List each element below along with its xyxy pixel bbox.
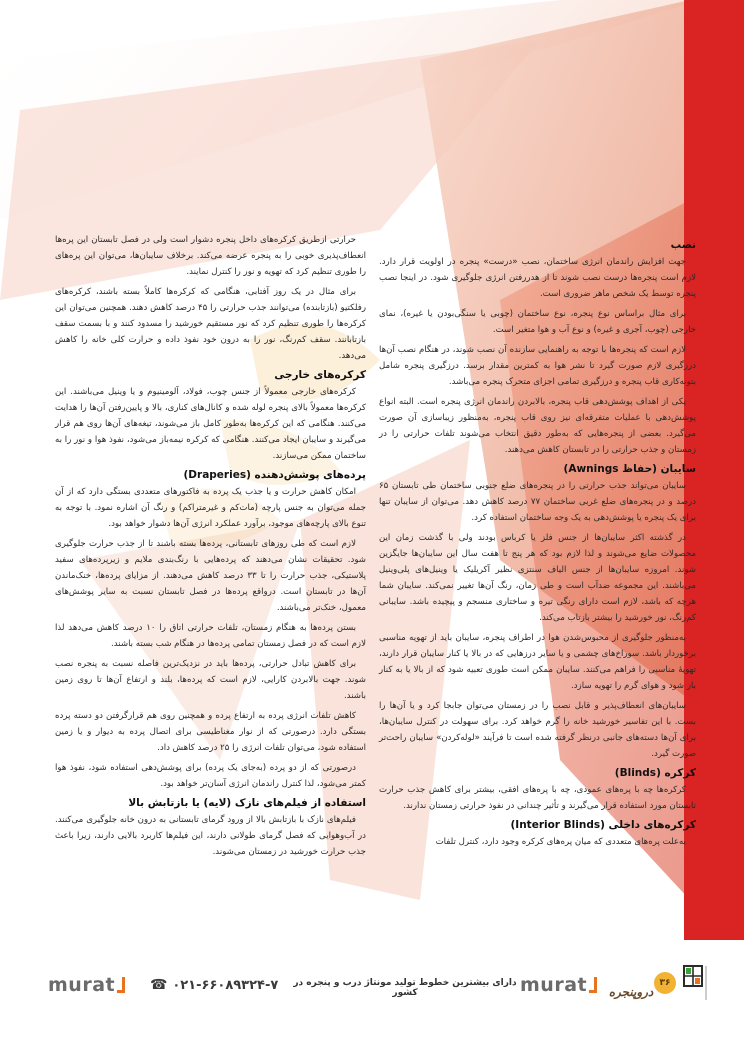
body-paragraph: درصورتی که از دو پرده (به‌جای یک پرده) برای پوشش‌دهی استفاده شود، نفوذ هوا کمتر می‌شود، لذا کنترل راندمان انرژی آسان‌تر خواهد بود. — [55, 763, 366, 789]
body-paragraph: یکی از اهداف پوشش‌دهی قاب پنجره، بالابردن راندمان انرژی پنجره است. البته انواع پوشش‌دهی با عملیات متفرقه‌ای نیز روی قاب پنجره، به‌منظور زیباسازی آن صورت می‌گیرد. بعضی از پنجره‌هایی که به‌طور دقیق انتخاب می‌شوند تلفات حرارتی را در زمستان و جذب حرارتی را در تابستان کاهش می‌دهند. — [379, 397, 696, 455]
section-heading: استفاده از فیلم‌های نازک (لایه) یا بازتابش بالا — [128, 797, 366, 809]
section-heading: کرکره‌های داخلی (Interior Blinds) — [510, 819, 696, 831]
section-heading: کرکره (Blinds) — [614, 767, 696, 779]
section-heading: پرده‌های پوشش‌دهنده (Draperies) — [183, 469, 366, 481]
body-paragraph: برای مثال براساس نوع پنجره، نوع ساختمان (چوبی یا سنگی‌بودن یا غیره)، نمای خارجی (چوب، آجری و غیره) و نوع آب و هوا متغیر است. — [379, 309, 696, 335]
section-heading: نصب — [670, 239, 696, 251]
body-paragraph: سایبان‌های انعطاف‌پذیر و قابل نصب را در زمستان می‌توان جابجا کرد و یا آن‌ها را بست. با این تفاسیر خورشید خانه را گرم خواهد کرد. برای سهولت در کنترل سایبان‌ها، برای آن‌ها دسته‌های جانبی درنظر گرفته شده است تا فرآیند «لوله‌کردن» سایبان راحت‌تر صورت گیرد. — [379, 701, 696, 759]
section-heading: سایبان (حفاظ Awnings) — [563, 463, 696, 475]
phone-icon: ☎ — [150, 977, 173, 993]
magazine-name: دروپنجره — [608, 985, 654, 999]
body-paragraph: فیلم‌های نازک با بازتابش بالا از ورود گرمای تابستانی به درون خانه جلوگیری می‌کنند. در آب‌وهوایی که فصل گرمای طولانی دارند، این فیلم‌ها کاربرد بالایی دارند، زیرا باعث جذب حرارت خورشید در زمستان می‌شوند. — [55, 815, 366, 857]
murat-logo-right: murat — [520, 974, 597, 996]
body-paragraph: برای کاهش تبادل حرارتی، پرده‌ها باید در نزدیک‌ترین فاصله نسبت به پنجره نصب شوند. جهت بالابردن کارایی، لازم است که پرده‌ها، بلند و ارتفاع آن‌ها تا روی زمین باشند. — [55, 659, 366, 701]
body-paragraph: به‌علت پره‌های متعددی که میان پره‌های کرکره وجود دارد، کنترل تلفات — [435, 837, 686, 847]
left-text-column — [55, 232, 366, 864]
logo-accent-icon — [117, 977, 125, 993]
page-number: ۳۶ — [654, 972, 676, 994]
section-heading: کرکره‌های خارجی — [274, 369, 366, 381]
footer-tagline: دارای بیشترین خطوط تولید مونتاژ درب و پنجره در کشور — [293, 978, 517, 998]
body-paragraph: برای مثال در یک روز آفتابی، هنگامی که کرکره‌ها کاملاً بسته باشند، کرکره‌های رفلکتیو (بازتابنده) می‌توانند جذب حرارتی را ۴۵ درصد کاهش دهند. همچنین می‌توان این کرکره‌ها را طوری تنظیم کرد که نور مستقیم خورشید را مسدود کنند و با بسمت سقف بازتابانند. سقف کم‌رنگ، نور را به درون خود نفوذ داده و حرارت کلی خانه را کاهش می‌دهد. — [55, 287, 366, 361]
body-paragraph: بستن پرده‌ها به هنگام زمستان، تلفات حرارتی اتاق را ۱۰ درصد کاهش می‌دهد لذا لازم است که در فصل زمستان تمامی پرده‌ها در هنگام شب بسته باشند. — [55, 623, 366, 649]
body-paragraph: جهت افزایش راندمان انرژی ساختمان، نصب «درست» پنجره در اولویت قرار دارد. لازم است پنجره‌ها درست نصب شوند تا از هدررفتن انرژی جلوگیری شود. در اینجا نصب پنجره توسط یک شخص ماهر ضروری است. — [379, 257, 696, 299]
body-paragraph: به‌منظور جلوگیری از محبوس‌شدن هوا در اطراف پنجره، سایبان باید از تهویه مناسبی برخوردار باشد. سوراخ‌های چشمی و یا سایر درزهایی که در بالا یا کنار سایبان قرار دارند، تهویهٔ مناسبی را فراهم می‌کنند. سایبان ممکن است طوری تعبیه شود که از بالا یا به کنار باز شود و هوای گرم را تهویه سازد. — [379, 633, 696, 691]
body-paragraph: سایبان می‌تواند جذب حرارتی را در پنجره‌های ضلع جنوبی ساختمان طی تابستان ۶۵ درصد و در پنجره‌های ضلع غربی ساختمان ۷۷ درصد کاهش دهد. می‌توان از سایبان تنها برای یک پنجره یا پوشش‌دهی به یک وجه ساختمان استفاده کرد. — [379, 481, 696, 523]
body-paragraph: کرکره‌ها چه با پره‌های عمودی، چه با پره‌های افقی، بیشتر برای کاهش جذب حرارت تابستان مورد استفاده قرار می‌گیرند و تأثیر چندانی در نفوذ حرارتی زمستان ندارند. — [379, 785, 696, 811]
body-paragraph: کرکره‌های خارجی معمولاً از جنس چوب، فولاد، آلومینیوم و یا وینیل می‌باشند. این کرکره‌ها معمولاً بالای پنجره لوله شده و کانال‌های کناری، بالا و پایین‌رفتن آن‌ها را هدایت می‌کنند. هنگامی که این کرکره‌ها به‌طور کامل باز می‌شوند، تیغه‌های آن‌ها روی هم قرار می‌گیرند و سایبان ایجاد می‌کنند. هنگامی که کرکره نیمه‌باز می‌شود، نفوذ هوا و نور را به ساختمان ممکن می‌سازند. — [55, 387, 366, 461]
body-paragraph: در گذشته اکثر سایبان‌ها از جنس فلز یا کرباس بودند ولی با گذشت زمان این محصولات ضایع می‌شوند و لذا لازم بود که هر پنج تا هفت سال این سایبان‌ها جایگزین شوند. امروزه سایبان‌ها از جنس الیاف سنتزی نظیر آکریلیک یا وینیل‌های پلی‌وینیل می‌باشند. این مجموعه ضدآب است و طی زمان، رنگ آن‌ها تغییر نمی‌کند. سایبان شما هرچه که باشد، لازم است دارای رنگی تیره و ساختاری منسجم و پیچیده باشد. سایبانی کم‌رنگ، نور خورشید را بیشتر بازتاب می‌کند. — [379, 533, 696, 623]
logo-accent-icon — [589, 977, 597, 993]
body-paragraph: لازم است که پنجره‌ها با توجه به راهنمایی سازنده آن نصب شوند، در هنگام نصب آن‌ها درزگیری لازم صورت گیرد تا نشر هوا به کمترین مقدار برسد. درزگیری پنجره شامل بتونه‌کاری قاب پنجره و درزگیری تمامی اجزای متحرک پنجره می‌باشد. — [379, 345, 696, 387]
magazine-logo-icon — [678, 960, 722, 1006]
right-text-column — [379, 236, 696, 854]
body-paragraph: امکان کاهش حرارت و یا جذب یک پرده به فاکتورهای متعددی بستگی دارد که از آن جمله می‌توان به جنس پارچه (مات‌کم و غیرمتراکم) و رنگ آن اشاره نمود. با توجه به تنوع بالای پارچه‌های موجود، برآورد عملکرد انرژی آن‌ها دشوار خواهد بود. — [55, 487, 366, 529]
body-paragraph: حرارتی ازطریق کرکره‌های داخل پنجره دشوار است ولی در فصل تابستان این پره‌ها انعطاف‌پذیری خوبی را به پنجره عرضه می‌کند. برخلاف سایبان‌ها، می‌توان این پره‌های را طوری تنظیم کرد که تهویه و نور را کنترل نمایند. — [55, 235, 366, 277]
murat-logo-left: murat — [48, 974, 125, 996]
body-paragraph: کاهش تلفات انرژی پرده به ارتفاع پرده و همچنین روی هم قرارگرفتن دو دسته پرده بستگی دارد. درصورتی که از نوار مغناطیسی برای اتصال پرده به دیوار و یا زمین استفاده شود، می‌توان تلفات انرژی را ۲۵ درصد کاهش داد. — [55, 711, 366, 753]
body-paragraph: لازم است که طی روزهای تابستانی، پرده‌ها بسته باشند تا از جذب حرارت جلوگیری شود. تحقیقات نشان می‌دهند که پرده‌هایی با رنگ‌بندی ملایم و زیرپرده‌های سفید پلاستیکی، جذب حرارت را تا ۳۳ درصد کاهش می‌دهند. از مزایای پرده‌ها، خنک‌ماندن آن‌ها در تابستان است. درواقع پرده‌ها در فصل تابستان نسبت به سایر پوشش‌های معمول، خنک‌تر می‌باشند. — [55, 539, 366, 613]
phone-number: ☎ ۰۲۱-۶۶۰۸۹۳۲۴-۷ — [150, 977, 279, 993]
